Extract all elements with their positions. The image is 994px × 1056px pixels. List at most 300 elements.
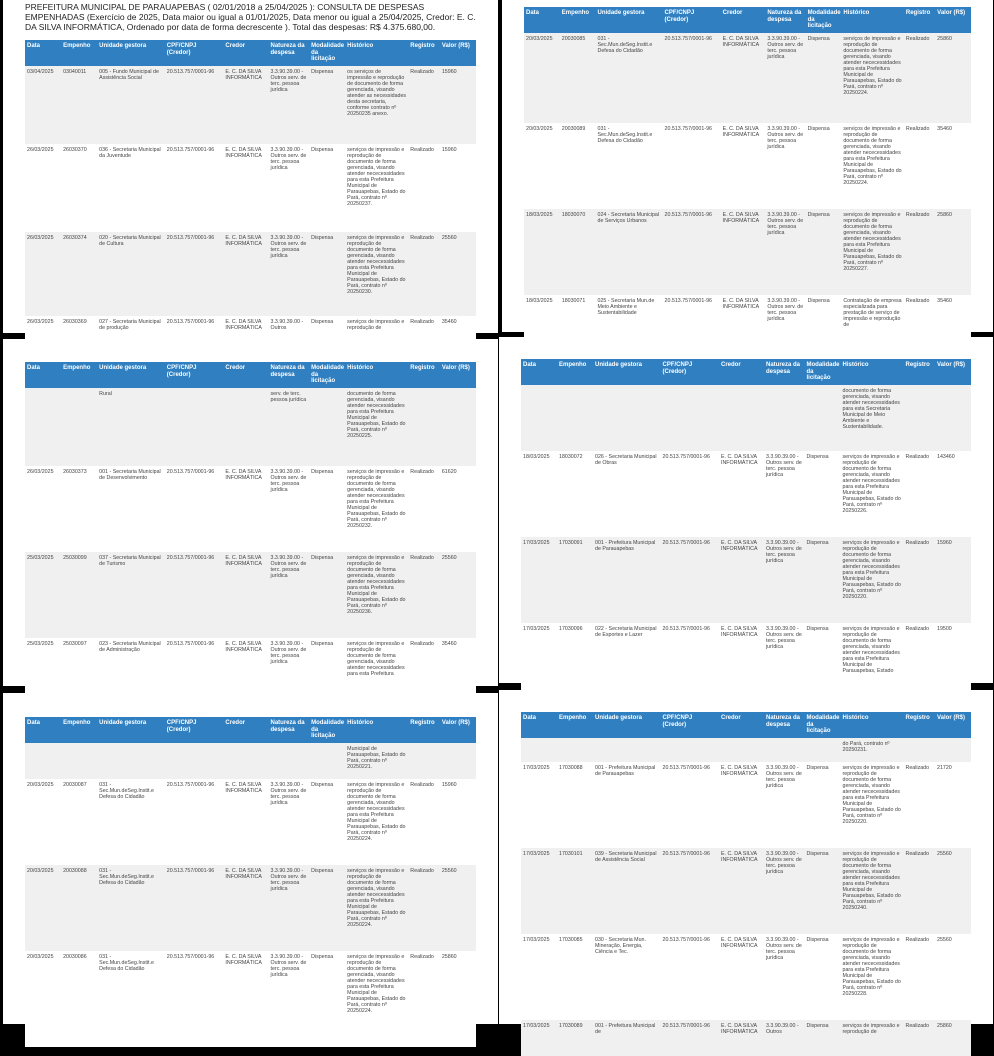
cell-historico: serviços de impressão e reprodução de documento de forma gerenciada, visando atender nececessidades para esta Prefeitura Municipal de Parauapebas, Estado do Pará, contrato nº 20250224.: [841, 33, 904, 123]
cell-date: 17/03/2025: [521, 762, 557, 848]
expenses-table: [524, 7, 971, 361]
cell-registro: Realizado: [904, 1020, 936, 1056]
cell-date: [521, 385, 557, 451]
column-header-registro[interactable]: Registro: [408, 362, 440, 388]
cell-modalidade: Dispensa: [309, 779, 345, 865]
cell-credor: E. C. DA SILVA INFORMÁTICA: [721, 209, 766, 295]
cell-empenho: 17030091: [557, 537, 593, 623]
cell-valor: 25560: [935, 848, 971, 934]
cell-historico: Municipal de Parauapebas, Estado do Pará, contrato nº 20250221.: [345, 743, 408, 779]
cell-natureza: 3.3.90.39.00 - Outros serv. de terc. pessoa jurídica: [269, 66, 310, 144]
cell-registro: Realizado: [904, 623, 936, 699]
cell-empenho: 17030089: [557, 1020, 593, 1056]
cell-credor: [223, 388, 268, 466]
cell-date: 25/03/2025: [25, 552, 61, 638]
cell-natureza: 3.3.90.39.00 - Outros serv. de terc. pessoa jurídica: [764, 934, 805, 1020]
cell-registro: [904, 738, 936, 762]
cell-modalidade: Dispensa: [805, 934, 841, 1020]
cell-credor: E. C. DA SILVA INFORMÁTICA: [223, 638, 268, 702]
cell-cnpj: 20.513.757/0001-96: [661, 537, 720, 623]
cell-unidade-gestora: 024 - Secretaria Municipal de Serviços Urbanos: [596, 209, 663, 295]
cell-date: 17/03/2025: [521, 934, 557, 1020]
cell-registro: [904, 385, 936, 451]
cell-cnpj: 20.513.757/0001-96: [165, 865, 224, 951]
cell-credor: E. C. DA SILVA INFORMÁTICA: [223, 865, 268, 951]
cell-cnpj: 20.513.757/0001-96: [661, 848, 720, 934]
cell-modalidade: Dispensa: [309, 466, 345, 552]
table-row: [521, 623, 971, 699]
cell-historico: serviços de impressão e reprodução de documento de forma gerenciada, visando atender nececessidades para esta Prefeitura Municipal de Parauapebas, Estado do Pará, contrato nº 20250228.: [841, 934, 904, 1020]
expenses-table: [25, 362, 476, 702]
cell-cnpj: 20.513.757/0001-96: [661, 762, 720, 848]
column-header-registro[interactable]: Registro: [904, 7, 935, 33]
cell-modalidade: Dispensa: [309, 552, 345, 638]
expenses-table: [25, 717, 476, 1047]
cell-natureza: [269, 743, 310, 779]
table-row: [25, 466, 476, 552]
cell-unidade-gestora: 005 - Fundo Municipal de Assistência Social: [97, 66, 165, 144]
cell-unidade-gestora: 037 - Secretaria Municipal de Turismo: [97, 552, 165, 638]
cell-date: 20/03/2025: [524, 33, 560, 123]
cell-unidade-gestora: 001 - Prefeitura Municipal de Parauapebas: [593, 762, 661, 848]
column-header-date[interactable]: Data: [521, 359, 557, 385]
column-header-date[interactable]: Data: [25, 40, 61, 66]
cell-credor: E. C. DA SILVA INFORMÁTICA: [719, 623, 764, 699]
cell-historico: serviços de impressão e reprodução de: [841, 1020, 904, 1056]
cell-modalidade: Dispensa: [805, 623, 841, 699]
cell-unidade-gestora: 031 - Sec.Mun.deSeg.Instit.e Defesa do Cidadão: [97, 779, 165, 865]
cell-unidade-gestora: 031 - Sec.Mun.deSeg.Instit.e Defesa do Cidadão: [596, 123, 663, 209]
cell-unidade-gestora: 031 - Sec.Mun.deSeg.Instit.e Defesa do Cidadão: [596, 33, 663, 123]
cell-registro: Realizado: [408, 66, 440, 144]
cell-natureza: 3.3.90.39.00 - Outros serv. de terc. pessoa jurídica: [765, 123, 805, 209]
table-row: [25, 743, 476, 779]
table-row: [25, 779, 476, 865]
cell-cnpj: 20.513.757/0001-96: [663, 123, 721, 209]
table-slot: [25, 40, 476, 362]
column-header-modalidade[interactable]: Modalidade da licitação: [309, 362, 345, 388]
table-row: [521, 762, 971, 848]
cell-modalidade: Dispensa: [805, 848, 841, 934]
cell-natureza: 3.3.90.39.00 - Outros serv. de terc. pessoa jurídica: [269, 779, 310, 865]
cell-valor: [440, 388, 476, 466]
cell-cnpj: 20.513.757/0001-96: [165, 232, 224, 316]
column-header-cnpj[interactable]: CPF/CNPJ (Credor): [661, 359, 720, 385]
cell-credor: E. C. DA SILVA INFORMÁTICA: [719, 934, 764, 1020]
cell-empenho: 26030373: [61, 466, 97, 552]
cell-registro: Realizado: [408, 638, 440, 702]
cell-natureza: 3.3.90.39.00 - Outros serv. de terc. pessoa jurídica: [269, 144, 310, 232]
cell-historico: Contratação de empresa especializada para prestação de serviço de impressão e reprodução de: [841, 295, 904, 361]
cell-date: [25, 388, 61, 466]
column-header-cnpj[interactable]: CPF/CNPJ (Credor): [661, 712, 720, 738]
cell-empenho: 17030096: [557, 623, 593, 699]
cell-natureza: 3.3.90.39.00 - Outros serv. de terc. pessoa jurídica: [765, 295, 805, 361]
cell-cnpj: 20.513.757/0001-96: [661, 1020, 720, 1056]
column-header-credor[interactable]: Credor: [223, 40, 268, 66]
cell-valor: 143460: [935, 451, 971, 537]
cell-date: 20/03/2025: [25, 865, 61, 951]
cell-date: [521, 738, 557, 762]
cell-date: 20/03/2025: [25, 779, 61, 865]
cell-credor: E. C. DA SILVA INFORMÁTICA: [223, 552, 268, 638]
header-row: [524, 7, 971, 33]
cell-unidade-gestora: 020 - Secretaria Municipal de Cultura: [97, 232, 165, 316]
column-header-natureza[interactable]: Natureza da despesa: [765, 7, 805, 33]
cell-modalidade: Dispensa: [806, 123, 842, 209]
cell-valor: 25860: [935, 1020, 971, 1056]
cell-valor: 25560: [935, 934, 971, 1020]
column-header-date[interactable]: Data: [524, 7, 560, 33]
cell-modalidade: [805, 385, 841, 451]
cell-historico: documento de forma gerenciada, visando atender nececessidades para esta Secretaria Municipal de Meio Ambiente e Sustentabilidade.: [841, 385, 904, 451]
cell-modalidade: Dispensa: [309, 144, 345, 232]
cell-natureza: 3.3.90.39.00 - Outros serv. de terc. pessoa jurídica: [269, 552, 310, 638]
table-row: [524, 123, 971, 209]
cell-empenho: 18030070: [560, 209, 596, 295]
cell-empenho: 20030087: [61, 779, 97, 865]
column-header-empenho[interactable]: Empenho: [560, 7, 596, 33]
cell-historico: serviços de impressão e reprodução de documento de forma gerenciada, visando atender nececessidades para esta Prefeitura Municipal de Parauapebas, Estado do Pará, contrato nº 20250232.: [345, 466, 408, 552]
column-header-unidade-gestora[interactable]: Unidade gestora: [97, 717, 165, 743]
cell-unidade-gestora: 022 - Secretaria Municipal de Esportes e Lazer: [593, 623, 661, 699]
column-header-empenho[interactable]: Empenho: [61, 717, 97, 743]
cell-natureza: [764, 738, 805, 762]
cell-registro: Realizado: [904, 209, 935, 295]
cell-modalidade: Dispensa: [805, 537, 841, 623]
cell-credor: E. C. DA SILVA INFORMÁTICA: [223, 144, 268, 232]
cell-registro: Realizado: [408, 865, 440, 951]
cell-unidade-gestora: 027 - Secretaria Municipal de produção: [97, 316, 165, 362]
cell-empenho: [61, 388, 97, 466]
column-header-unidade-gestora[interactable]: Unidade gestora: [97, 362, 165, 388]
table-slot: [521, 712, 971, 1056]
column-header-valor[interactable]: Valor (R$): [440, 40, 476, 66]
column-header-modalidade[interactable]: Modalidade da licitação: [309, 40, 345, 66]
column-header-historico[interactable]: Histórico: [841, 7, 904, 33]
cell-registro: [408, 388, 440, 466]
column-header-natureza[interactable]: Natureza da despesa: [269, 40, 310, 66]
cell-date: 25/03/2025: [25, 638, 61, 702]
cell-date: 03/04/2025: [25, 66, 61, 144]
column-header-valor[interactable]: Valor (R$): [935, 712, 971, 738]
page-6: [499, 690, 993, 1035]
cell-empenho: 20030085: [560, 33, 596, 123]
page-2: [502, 0, 993, 332]
cell-valor: [440, 743, 476, 779]
column-header-natureza[interactable]: Natureza da despesa: [269, 717, 310, 743]
page-1: [3, 0, 498, 333]
cell-date: 18/03/2025: [524, 209, 560, 295]
cell-modalidade: Dispensa: [805, 1020, 841, 1056]
cell-historico: do Pará, contrato nº 20250231.: [841, 738, 904, 762]
column-header-date[interactable]: Data: [25, 717, 61, 743]
header-row: [25, 717, 476, 743]
cell-cnpj: 20.513.757/0001-96: [165, 638, 224, 702]
cell-natureza: 3.3.90.39.00 - Outros serv. de terc. pessoa jurídica: [764, 623, 805, 699]
column-header-natureza[interactable]: Natureza da despesa: [269, 362, 310, 388]
column-header-credor[interactable]: Credor: [223, 717, 268, 743]
column-header-credor[interactable]: Credor: [719, 712, 764, 738]
cell-empenho: 26030369: [61, 316, 97, 362]
cell-date: 17/03/2025: [521, 848, 557, 934]
cell-credor: E. C. DA SILVA INFORMÁTICA: [223, 316, 268, 362]
cell-natureza: 3.3.90.39.00 - Outros serv. de terc. pessoa jurídica: [269, 951, 310, 1047]
cell-empenho: [557, 738, 593, 762]
cell-credor: E. C. DA SILVA INFORMÁTICA: [719, 762, 764, 848]
cell-valor: 15960: [440, 779, 476, 865]
cell-valor: 25860: [935, 209, 971, 295]
cell-cnpj: 20.513.757/0001-96: [663, 295, 721, 361]
cell-natureza: 3.3.90.39.00 - Outros serv. de terc. pessoa jurídica: [269, 865, 310, 951]
cell-natureza: 3.3.90.39.00 - Outros serv. de terc. pessoa jurídica: [764, 762, 805, 848]
cell-historico: serviços de impressão e reprodução de documento de forma gerenciada, visando atender nececessidades para esta Prefeitura Municipal de Parauapebas, Estado do Pará, contrato nº 20250226.: [841, 451, 904, 537]
table-slot: [25, 362, 476, 702]
cell-natureza: 3.3.90.39.00 - Outros: [269, 316, 310, 362]
column-header-natureza[interactable]: Natureza da despesa: [764, 359, 805, 385]
cell-valor: 35460: [935, 123, 971, 209]
cell-registro: Realizado: [904, 848, 936, 934]
cell-credor: [223, 743, 268, 779]
cell-credor: E. C. DA SILVA INFORMÁTICA: [721, 123, 766, 209]
cell-historico: os serviços de impressão e reprodução de documento de forma gerenciada, visando atender as necessidades desta secretaria, conforme contrato nº 20250235 anexo.: [345, 66, 408, 144]
cell-date: 18/03/2025: [524, 295, 560, 361]
cell-unidade-gestora: [97, 743, 165, 779]
column-header-credor[interactable]: Credor: [223, 362, 268, 388]
table-row: [521, 738, 971, 762]
cell-valor: 25860: [440, 951, 476, 1047]
column-header-valor[interactable]: Valor (R$): [440, 717, 476, 743]
cell-empenho: 03040011: [61, 66, 97, 144]
column-header-registro[interactable]: Registro: [408, 40, 440, 66]
page-5: [3, 693, 498, 1024]
table-row: [521, 537, 971, 623]
cell-valor: 15960: [935, 537, 971, 623]
cell-natureza: [764, 385, 805, 451]
cell-valor: [935, 385, 971, 451]
column-header-unidade-gestora[interactable]: Unidade gestora: [593, 359, 661, 385]
cell-cnpj: 20.513.757/0001-96: [165, 552, 224, 638]
cell-registro: Realizado: [904, 762, 936, 848]
column-header-cnpj[interactable]: CPF/CNPJ (Credor): [165, 717, 224, 743]
cell-credor: E. C. DA SILVA INFORMÁTICA: [223, 951, 268, 1047]
cell-cnpj: 20.513.757/0001-96: [661, 623, 720, 699]
cell-valor: 61620: [440, 466, 476, 552]
cell-credor: E. C. DA SILVA INFORMÁTICA: [223, 466, 268, 552]
cell-empenho: 26030370: [61, 144, 97, 232]
cell-unidade-gestora: 025 - Secretaria Mun.de Meio Ambiente e Sustentabilidade: [596, 295, 663, 361]
table-row: [25, 66, 476, 144]
cell-empenho: 18030072: [557, 451, 593, 537]
cell-valor: 15960: [440, 66, 476, 144]
cell-empenho: [557, 385, 593, 451]
cell-unidade-gestora: 031 - Sec.Mun.deSeg.Instit.e Defesa do Cidadão: [97, 865, 165, 951]
column-header-unidade-gestora[interactable]: Unidade gestora: [97, 40, 165, 66]
table-row: [521, 848, 971, 934]
cell-cnpj: 20.513.757/0001-96: [165, 66, 224, 144]
cell-modalidade: Dispensa: [805, 451, 841, 537]
column-header-registro[interactable]: Registro: [904, 359, 936, 385]
column-header-natureza[interactable]: Natureza da despesa: [764, 712, 805, 738]
cell-date: 18/03/2025: [521, 451, 557, 537]
cell-cnpj: 20.513.757/0001-96: [165, 466, 224, 552]
cell-historico: serviços de impressão e reprodução de documento de forma gerenciada, visando atender nececessidades para esta Prefeitura Municipal de Parauapebas, Estado: [841, 623, 904, 699]
header-row: [521, 359, 971, 385]
column-header-cnpj[interactable]: CPF/CNPJ (Credor): [663, 7, 721, 33]
cell-historico: serviços de impressão e reprodução de documento de forma gerenciada, visando atender nececessidades para esta Prefeitura Municipal de Parauapebas, Estado do Pará, contrato nº 20250240.: [841, 848, 904, 934]
cell-unidade-gestora: 001 - Prefeitura Municipal de Parauapebas: [593, 537, 661, 623]
column-header-empenho[interactable]: Empenho: [61, 40, 97, 66]
column-header-valor[interactable]: Valor (R$): [935, 359, 971, 385]
table-row: [25, 144, 476, 232]
cell-cnpj: [661, 385, 720, 451]
cell-registro: Realizado: [904, 934, 936, 1020]
table-slot: [521, 359, 971, 699]
column-header-credor[interactable]: Credor: [719, 359, 764, 385]
column-header-unidade-gestora[interactable]: Unidade gestora: [593, 712, 661, 738]
cell-credor: [719, 385, 764, 451]
cell-modalidade: Dispensa: [309, 66, 345, 144]
cell-unidade-gestora: 030 - Secretaria Mun. Mineração, Energia, Ciência e Tec.: [593, 934, 661, 1020]
cell-natureza: serv. de terc. pessoa jurídica: [269, 388, 310, 466]
column-header-date[interactable]: Data: [25, 362, 61, 388]
page-3: [3, 339, 498, 686]
column-header-modalidade[interactable]: Modalidade da licitação: [309, 717, 345, 743]
column-header-modalidade[interactable]: Modalidade da licitação: [806, 7, 842, 33]
cell-cnpj: 20.513.757/0001-96: [165, 144, 224, 232]
cell-unidade-gestora: 001 - Secretaria Municipal de Desenvolvimento: [97, 466, 165, 552]
cell-valor: 25560: [440, 865, 476, 951]
column-header-historico[interactable]: Histórico: [345, 362, 408, 388]
cell-natureza: 3.3.90.39.00 - Outros serv. de terc. pessoa jurídica: [269, 466, 310, 552]
cell-historico: serviços de impressão e reprodução de documento de forma gerenciada, visando atender nececessidades para esta Prefeitura Municipal de Parauapebas, Estado do Pará, contrato nº 20250224.: [345, 951, 408, 1047]
column-header-registro[interactable]: Registro: [408, 717, 440, 743]
cell-unidade-gestora: 031 - Sec.Mun.deSeg.Instit.e Defesa do Cidadão: [97, 951, 165, 1047]
cell-registro: Realizado: [904, 451, 936, 537]
cell-natureza: 3.3.90.39.00 - Outros serv. de terc. pessoa jurídica: [765, 209, 805, 295]
cell-credor: [719, 738, 764, 762]
cell-empenho: 25030099: [61, 552, 97, 638]
table-row: [25, 232, 476, 316]
cell-registro: Realizado: [408, 316, 440, 362]
column-header-historico[interactable]: Histórico: [345, 40, 408, 66]
cell-date: [25, 743, 61, 779]
cell-valor: 35460: [935, 295, 971, 361]
cell-historico: serviços de impressão e reprodução de documento de forma gerenciada, visando atender nececessidades para esta Prefeitura Municipal de Parauapebas, Estado do Pará, contrato nº 20250237.: [345, 144, 408, 232]
cell-natureza: 3.3.90.39.00 - Outros serv. de terc. pessoa jurídica: [765, 33, 805, 123]
column-header-historico[interactable]: Histórico: [841, 359, 904, 385]
column-header-date[interactable]: Data: [521, 712, 557, 738]
cell-credor: E. C. DA SILVA INFORMÁTICA: [719, 848, 764, 934]
column-header-credor[interactable]: Credor: [721, 7, 766, 33]
cell-unidade-gestora: 026 - Secretaria Municipal de Obras: [593, 451, 661, 537]
cell-historico: serviços de impressão e reprodução de documento de forma gerenciada, visando atender nececessidades para esta Prefeitura Municipal de Parauapebas, Estado do Pará, contrato nº 20250230.: [345, 232, 408, 316]
cell-cnpj: 20.513.757/0001-96: [165, 779, 224, 865]
table-row: [25, 865, 476, 951]
table-slot: [524, 7, 971, 361]
cell-cnpj: 20.513.757/0001-96: [661, 451, 720, 537]
cell-valor: 21720: [935, 762, 971, 848]
cell-unidade-gestora: 001 - Prefeitura Municipal de: [593, 1020, 661, 1056]
cell-credor: E. C. DA SILVA INFORMÁTICA: [719, 1020, 764, 1056]
table-row: [25, 638, 476, 702]
cell-date: 20/03/2025: [524, 123, 560, 209]
table-row: [25, 951, 476, 1047]
cell-valor: 15960: [440, 144, 476, 232]
column-header-valor[interactable]: Valor (R$): [935, 7, 971, 33]
cell-natureza: 3.3.90.39.00 - Outros serv. de terc. pessoa jurídica: [764, 451, 805, 537]
column-header-empenho[interactable]: Empenho: [61, 362, 97, 388]
page-4: [499, 337, 993, 683]
cell-cnpj: 20.513.757/0001-96: [661, 934, 720, 1020]
column-header-modalidade[interactable]: Modalidade da licitação: [805, 359, 841, 385]
header-row: [25, 362, 476, 388]
cell-modalidade: Dispensa: [806, 33, 842, 123]
expenses-table: [521, 359, 971, 699]
column-header-unidade-gestora[interactable]: Unidade gestora: [596, 7, 663, 33]
cell-date: 17/03/2025: [521, 623, 557, 699]
cell-registro: Realizado: [408, 552, 440, 638]
cell-date: 20/03/2025: [25, 951, 61, 1047]
column-header-cnpj[interactable]: CPF/CNPJ (Credor): [165, 362, 224, 388]
table-row: [25, 552, 476, 638]
cell-registro: [408, 743, 440, 779]
cell-historico: serviços de impressão e reprodução de documento de forma gerenciada, visando atender nececessidades para esta Prefeitura Municipal de Parauapebas, Estado do Pará, contrato nº 20250224.: [345, 865, 408, 951]
cell-modalidade: [309, 743, 345, 779]
cell-valor: 19500: [935, 623, 971, 699]
column-header-cnpj[interactable]: CPF/CNPJ (Credor): [165, 40, 224, 66]
column-header-modalidade[interactable]: Modalidade da licitação: [805, 712, 841, 738]
cell-modalidade: Dispensa: [309, 865, 345, 951]
cell-empenho: 17030101: [557, 848, 593, 934]
cell-cnpj: 20.513.757/0001-96: [165, 951, 224, 1047]
table-row: [524, 209, 971, 295]
cell-natureza: 3.3.90.39.00 - Outros serv. de terc. pessoa jurídica: [764, 537, 805, 623]
cell-historico: documento de forma gerenciada, visando atender nececessidades para esta Prefeitura Municipal de Parauapebas, Estado do Pará, contrato nº 20250225.: [345, 388, 408, 466]
cell-credor: E. C. DA SILVA INFORMÁTICA: [223, 779, 268, 865]
cell-modalidade: Dispensa: [806, 209, 842, 295]
cell-historico: serviços de impressão e reprodução de documento de forma gerenciada, visando atender nececessidades para esta Prefeitura Municipal de Parauapebas, Estado do Pará, contrato nº 20250224.: [345, 779, 408, 865]
table-row: [521, 451, 971, 537]
column-header-historico[interactable]: Histórico: [841, 712, 904, 738]
column-header-valor[interactable]: Valor (R$): [440, 362, 476, 388]
cell-credor: E. C. DA SILVA INFORMÁTICA: [223, 232, 268, 316]
cell-empenho: 20030088: [61, 865, 97, 951]
column-header-empenho[interactable]: Empenho: [557, 359, 593, 385]
cell-cnpj: 20.513.757/0001-96: [663, 33, 721, 123]
cell-unidade-gestora: 036 - Secretaria Municipal da Juventude: [97, 144, 165, 232]
cell-unidade-gestora: [593, 738, 661, 762]
table-row: [25, 388, 476, 466]
cell-empenho: 25030097: [61, 638, 97, 702]
expenses-table: [521, 712, 971, 1056]
cell-empenho: 17030085: [557, 934, 593, 1020]
report-title: PREFEITURA MUNICIPAL DE PARAUAPEBAS ( 02/01/2018 a 25/04/2025 ): CONSULTA DE DESPESAS EMPENHADAS (Exercício de 2025, Data maior ou igual a 01/01/2025, Data menor ou igual a 25/04/2025, Credor: E. C. DA SILVA INFORMÁTICA, Ordenado por data de forma decrescente ). Total das despesas: R$ 4.375.680,00.: [25, 2, 476, 32]
cell-valor: 35460: [440, 316, 476, 362]
cell-modalidade: Dispensa: [806, 295, 842, 361]
cell-valor: 25860: [935, 33, 971, 123]
cell-registro: Realizado: [408, 232, 440, 316]
column-header-historico[interactable]: Histórico: [345, 717, 408, 743]
column-header-registro[interactable]: Registro: [904, 712, 936, 738]
cell-registro: Realizado: [408, 466, 440, 552]
cell-historico: serviços de impressão e reprodução de documento de forma gerenciada, visando atender nececessidades para esta Prefeitura: [345, 638, 408, 702]
column-header-empenho[interactable]: Empenho: [557, 712, 593, 738]
table-slot: [25, 717, 476, 1047]
cell-registro: Realizado: [408, 779, 440, 865]
table-row: [524, 33, 971, 123]
cell-historico: serviços de impressão e reprodução de documento de forma gerenciada, visando atender nececessidades para esta Prefeitura Municipal de Parauapebas, Estado do Pará, contrato nº 20250220.: [841, 537, 904, 623]
